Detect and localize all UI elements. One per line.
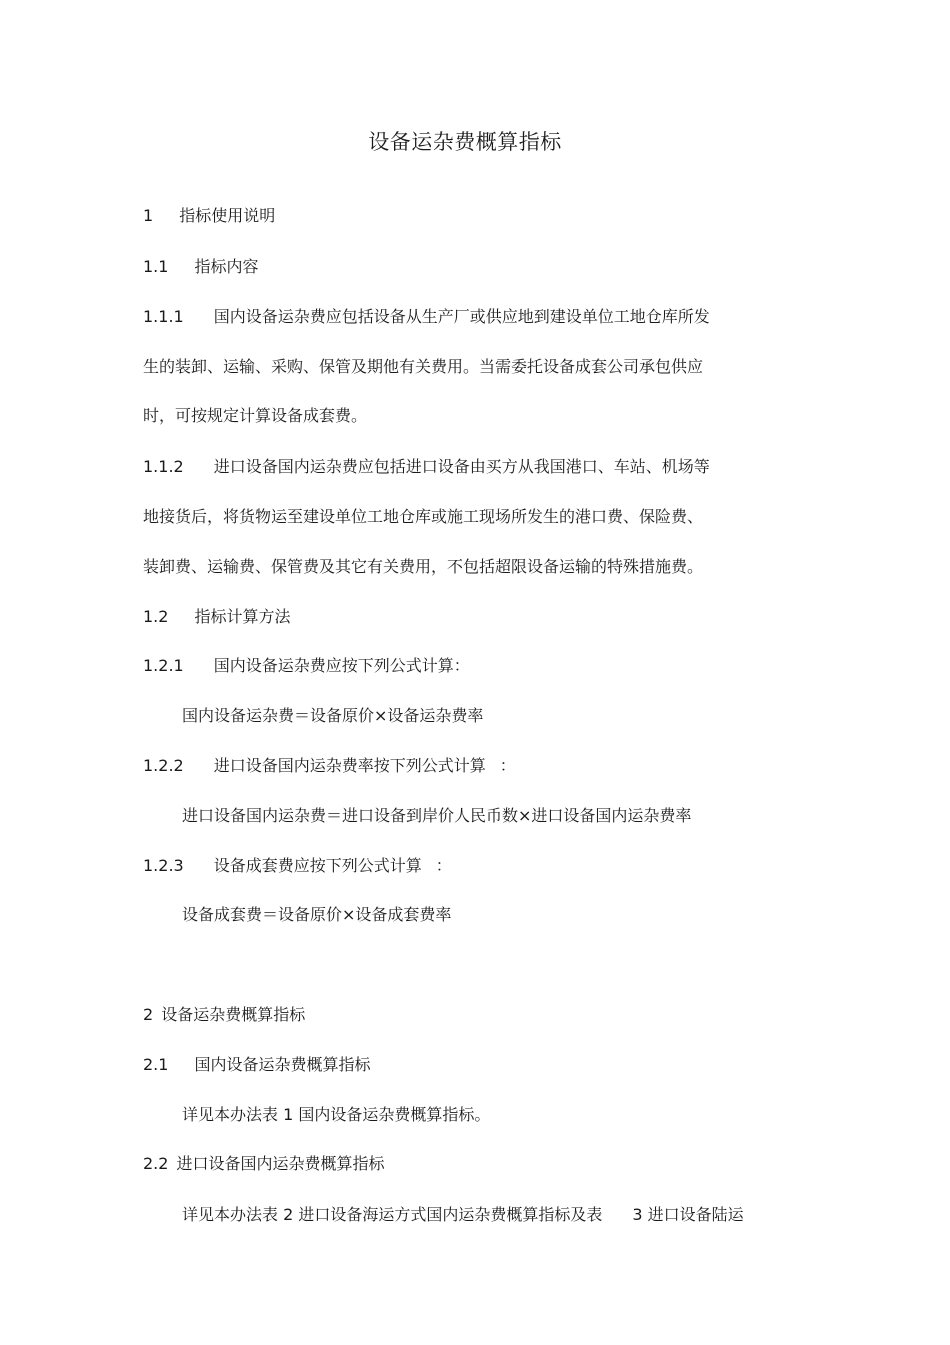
colon: ： xyxy=(499,756,516,775)
detail-text-b: 3 进口设备陆运 xyxy=(632,1205,744,1224)
section-2-2-heading xyxy=(143,1153,384,1175)
paragraph-text: 进口设备国内运杂费率按下列公式计算 xyxy=(213,756,486,775)
section-number: 1.1 xyxy=(143,257,169,276)
section-number: 1.2.1 xyxy=(143,656,184,675)
section-number: 1 xyxy=(143,206,154,225)
section-1-2-2-heading xyxy=(143,755,516,777)
colon: ： xyxy=(435,856,452,875)
page-title: 设备运杂费概算指标 xyxy=(368,130,562,154)
paragraph-1-1-2-line1 xyxy=(143,456,710,478)
paragraph-text: 设备成套费应按下列公式计算 xyxy=(213,856,422,875)
section-title: 指标内容 xyxy=(194,257,259,276)
formula-1-2-3: 设备成套费＝设备原价×设备成套费率 xyxy=(182,905,452,924)
section-number: 1.1.2 xyxy=(143,457,184,476)
paragraph-text: 进口设备国内运杂费应包括进口设备由买方从我国港口、车站、机场等 xyxy=(213,457,710,476)
section-1-2-heading xyxy=(143,606,290,628)
paragraph-1-1-1-line3: 时，可按规定计算设备成套费。 xyxy=(143,406,368,425)
section-1-2-3-heading xyxy=(143,855,452,877)
section-number: 1.2.2 xyxy=(143,756,184,775)
paragraph-1-1-2-line3: 装卸费、运输费、保管费及其它有关费用，不包括超限设备运输的特殊措施费。 xyxy=(143,557,704,576)
detail-2-2 xyxy=(182,1204,744,1226)
section-2-heading xyxy=(143,1004,305,1026)
section-number: 1.2 xyxy=(143,607,169,626)
section-number: 1.2.3 xyxy=(143,856,184,875)
paragraph-1-1-2-line2: 地接货后，将货物运至建设单位工地仓库或施工现场所发生的港口费、保险费、 xyxy=(143,507,704,526)
section-number: 2.1 xyxy=(143,1055,169,1074)
section-title: 设备运杂费概算指标 xyxy=(161,1005,306,1024)
paragraph-1-1-1-line1 xyxy=(143,306,710,328)
section-number: 1.1.1 xyxy=(143,307,184,326)
section-1-2-1-heading xyxy=(143,655,470,677)
section-1-1-heading xyxy=(143,256,258,278)
formula-1-2-2: 进口设备国内运杂费＝进口设备到岸价人民币数×进口设备国内运杂费率 xyxy=(182,806,692,825)
paragraph-1-1-1-line2: 生的装卸、运输、采购、保管及期他有关费用。当需委托设备成套公司承包供应 xyxy=(143,357,704,376)
section-title: 指标使用说明 xyxy=(179,206,276,225)
detail-2-1: 详见本办法表 1 国内设备运杂费概算指标。 xyxy=(182,1105,491,1124)
section-title: 进口设备国内运杂费概算指标 xyxy=(176,1154,385,1173)
formula-1-2-1: 国内设备运杂费＝设备原价×设备运杂费率 xyxy=(182,706,484,725)
section-title: 指标计算方法 xyxy=(194,607,291,626)
paragraph-text: 国内设备运杂费应按下列公式计算： xyxy=(213,656,470,675)
detail-text-a: 详见本办法表 2 进口设备海运方式国内运杂费概算指标及表 xyxy=(182,1205,603,1224)
section-2-1-heading xyxy=(143,1054,370,1076)
paragraph-text: 国内设备运杂费应包括设备从生产厂或供应地到建设单位工地仓库所发 xyxy=(213,307,710,326)
section-1-heading xyxy=(143,205,275,227)
section-title: 国内设备运杂费概算指标 xyxy=(194,1055,371,1074)
section-number: 2.2 xyxy=(143,1154,169,1173)
section-number: 2 xyxy=(143,1005,154,1024)
